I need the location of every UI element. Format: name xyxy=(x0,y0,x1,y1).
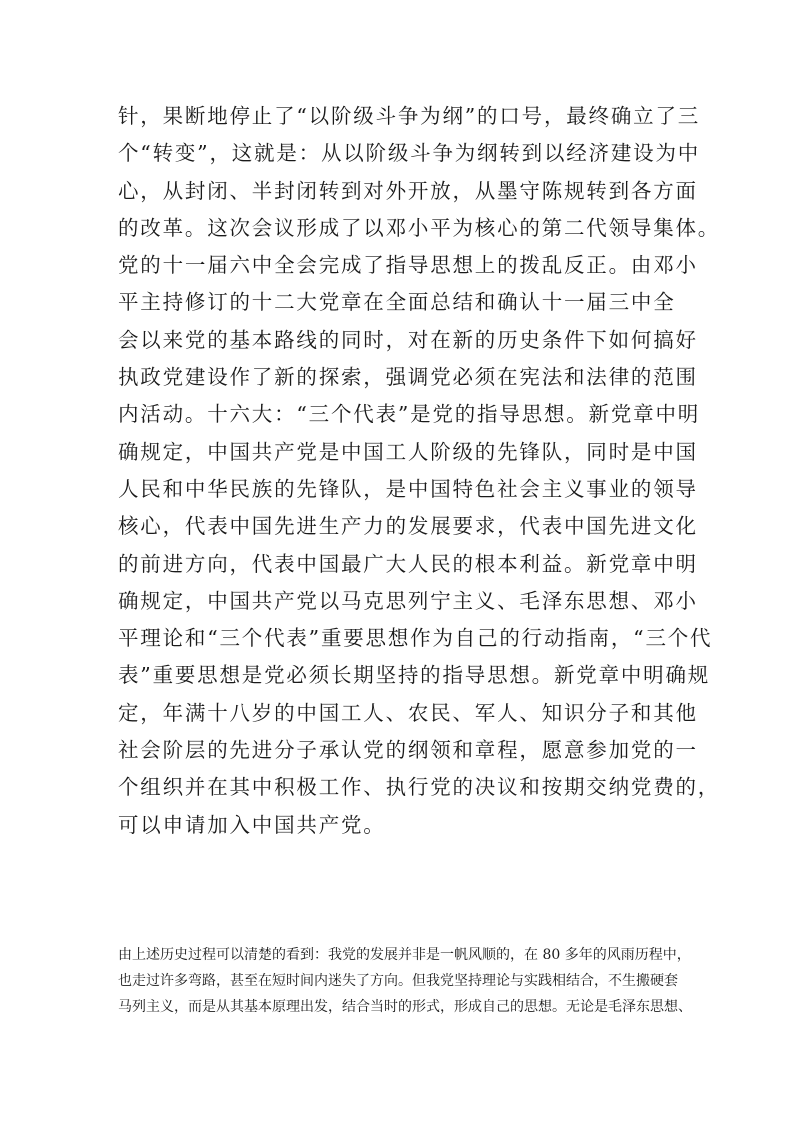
paragraph-line: 定，年满十八岁的中国工人、农民、军人、知识分子和其他 xyxy=(118,700,698,725)
paragraph-line: 平主持修订的十二大党章在全面总结和确认十一届三中全 xyxy=(118,290,676,315)
paragraph-line: 表”重要思想是党必须长期坚持的指导思想。新党章中明确规 xyxy=(118,663,711,688)
paragraph-line: 人民和中华民族的先锋队，是中国特色社会主义事业的领导 xyxy=(118,476,698,501)
small-text-paragraph xyxy=(118,942,698,1020)
paragraph-line: 确规定，中国共产党是中国工人阶级的先锋队，同时是中国 xyxy=(118,439,698,464)
paragraph-line: 社会阶层的先进分子承认党的纲领和章程，愿意参加党的一 xyxy=(118,738,698,763)
paragraph-line: 个“转变”，这就是：从以阶级斗争为纲转到以经济建设为中 xyxy=(118,141,701,166)
paragraph-line: 党的十一届六中全会完成了指导思想上的拨乱反正。由邓小 xyxy=(118,253,698,278)
paragraph-line: 核心，代表中国先进生产力的发展要求，代表中国先进文化 xyxy=(118,514,698,539)
paragraph-line: 的前进方向，代表中国最广大人民的根本利益。新党章中明 xyxy=(118,551,698,576)
paragraph-line: 平理论和“三个代表”重要思想作为自己的行动指南，“三个代 xyxy=(118,626,713,651)
paragraph-line: 马列主义，而是从其基本原理出发，结合当时的形式，形成自己的思想。无论是毛泽东思想、 xyxy=(118,999,692,1015)
paragraph-line: 确规定，中国共产党以马克思列宁主义、毛泽东思想、邓小 xyxy=(118,588,698,613)
large-text-paragraph xyxy=(118,98,721,844)
paragraph-line: 的改革。这次会议形成了以邓小平为核心的第二代领导集体。 xyxy=(118,215,721,240)
paragraph-line: 针，果断地停止了“以阶级斗争为纲”的口号，最终确立了三 xyxy=(118,104,701,128)
paragraph-line: 也走过许多弯路，甚至在短时间内迷失了方向。但我党坚持理论与实践相结合，不生搬硬套 xyxy=(118,973,678,989)
paragraph-line: 由上述历史过程可以清楚的看到：我党的发展并非是一帆风顺的，在 80 多年的风雨历程中， xyxy=(118,947,691,963)
paragraph-line: 内活动。十六大：“三个代表”是党的指导思想。新党章中明 xyxy=(118,402,701,427)
paragraph-line: 会以来党的基本路线的同时，对在新的历史条件下如何搞好 xyxy=(118,327,698,352)
paragraph-line: 心，从封闭、半封闭转到对外开放，从墨守陈规转到各方面 xyxy=(118,178,698,203)
paragraph-line: 个组织并在其中积极工作、执行党的决议和按期交纳党费的， xyxy=(118,775,721,800)
paragraph-line: 执政党建设作了新的探索，强调党必须在宪法和法律的范围 xyxy=(118,365,698,390)
paragraph-line: 可以申请加入中国共产党。 xyxy=(118,812,386,837)
